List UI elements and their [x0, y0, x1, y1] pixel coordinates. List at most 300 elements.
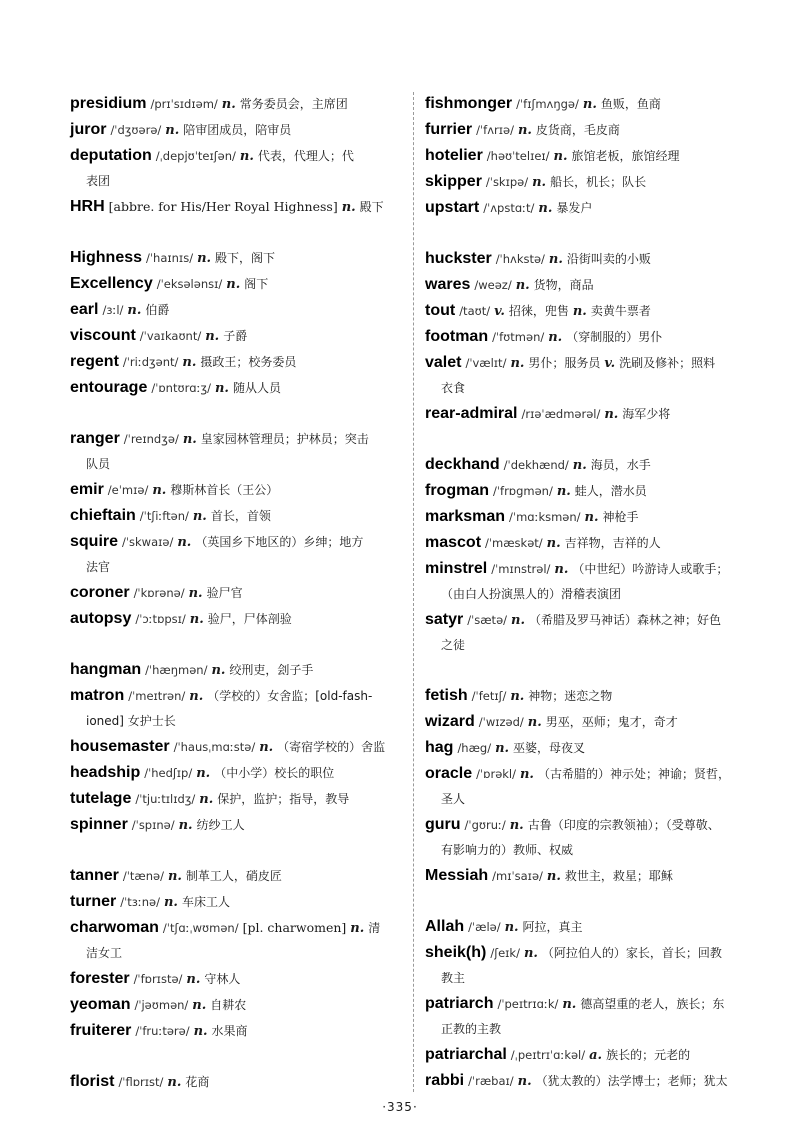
definition-continued: 法官	[86, 560, 111, 574]
headword: fetish	[425, 687, 468, 704]
part-of-speech: n.	[127, 303, 142, 318]
entry-housemaster	[70, 734, 403, 760]
headword: patriarchal	[425, 1046, 507, 1063]
definition: （犹太教的）法学博士；老师；犹太	[535, 1074, 728, 1088]
entry-highness	[70, 245, 403, 271]
definition-continued: 队员	[86, 457, 111, 471]
group-gap	[425, 658, 760, 683]
definition: 神枪手	[602, 510, 639, 524]
entry-excellency	[70, 271, 403, 297]
definition: 男巫，巫师；鬼才，奇才	[545, 715, 678, 729]
part-of-speech: a.	[589, 1048, 603, 1063]
headword: emir	[70, 481, 104, 498]
entry-rabbi	[425, 1068, 760, 1094]
headword: squire	[70, 533, 119, 550]
headword: minstrel	[425, 560, 488, 577]
definition: 招徕，兜售	[508, 304, 569, 318]
headword: Highness	[70, 249, 143, 266]
pronunciation: /ˈælə/	[468, 920, 501, 934]
definition: 德高望重的老人，族长；东	[580, 997, 725, 1011]
entry-presidium	[70, 91, 403, 117]
definition: 吉祥物，吉祥的人	[564, 536, 661, 550]
part-of-speech: n.	[538, 201, 553, 216]
pronunciation: /ˈmɑːksmən/	[509, 510, 581, 524]
entry-ranger	[70, 426, 403, 477]
pronunciation: /ˈtænə/	[122, 869, 164, 883]
entry-entourage	[70, 375, 403, 401]
part-of-speech: n.	[604, 407, 619, 422]
part-of-speech: n.	[548, 252, 563, 267]
definition: 伯爵	[145, 303, 170, 317]
definition: 清	[368, 921, 381, 935]
headword: ranger	[70, 430, 120, 447]
part-of-speech: n.	[546, 869, 561, 884]
definition-continued: 之徒	[441, 638, 466, 652]
headword: juror	[70, 121, 107, 138]
entry-rear-admiral	[425, 401, 760, 427]
part-of-speech: n.	[554, 562, 569, 577]
entry-matron	[70, 683, 403, 734]
definition: 代表，代理人；代	[257, 149, 354, 163]
pronunciation: /ˈskwaɪə/	[122, 535, 174, 549]
part-of-speech: n.	[199, 792, 214, 807]
headword: autopsy	[70, 610, 132, 627]
pronunciation: /ˈriːdʒənt/	[122, 355, 179, 369]
pronunciation: /taʊt/	[459, 304, 491, 318]
part-of-speech: n.	[504, 920, 519, 935]
entry-autopsy	[70, 606, 403, 632]
entry-juror	[70, 117, 403, 143]
headword: yeoman	[70, 996, 131, 1013]
definition-continued: ioned] 女护士长	[86, 714, 176, 728]
entry-forester	[70, 966, 403, 992]
definition: 族长的；元老的	[606, 1048, 691, 1062]
definition: 摄政王；校务委员	[200, 355, 297, 369]
pronunciation: /ʃeɪk/	[490, 946, 520, 960]
headword: hangman	[70, 661, 142, 678]
headword: sheik(h)	[425, 944, 487, 961]
headword: rabbi	[425, 1072, 465, 1089]
entry-squire	[70, 529, 403, 580]
pronunciation: /ˈfɪʃmʌŋgə/	[516, 97, 579, 111]
pronunciation: /ˈspɪnə/	[131, 818, 175, 832]
entry-guru	[425, 812, 760, 863]
entry-regent	[70, 349, 403, 375]
pronunciation: /hæg/	[457, 741, 492, 755]
headword: charwoman	[70, 919, 159, 936]
part-of-speech: n.	[572, 304, 587, 319]
part-of-speech: n.	[193, 1024, 208, 1039]
headword: hag	[425, 739, 454, 756]
headword: marksman	[425, 508, 506, 525]
entry-viscount	[70, 323, 403, 349]
pronunciation: /ˈhausˌmɑːstə/	[173, 740, 256, 754]
entry-huckster	[425, 246, 760, 272]
definition: 阁下	[244, 277, 269, 291]
part-of-speech: n.	[509, 818, 524, 833]
group-gap	[70, 220, 403, 245]
definition: 首长，首领	[210, 509, 271, 523]
entry-mascot	[425, 530, 760, 556]
headword: deckhand	[425, 456, 500, 473]
part-of-speech: n.	[182, 355, 197, 370]
entry-hrh	[70, 194, 403, 220]
headword: mascot	[425, 534, 482, 551]
part-of-speech: n.	[532, 175, 547, 190]
part-of-speech: n.	[182, 432, 197, 447]
headword: tutelage	[70, 790, 132, 807]
definition-continued: 衣食	[441, 381, 466, 395]
definition: （中世纪）吟游诗人或歌手；	[572, 562, 729, 576]
column-divider	[413, 92, 414, 1092]
headword: tanner	[70, 867, 119, 884]
pronunciation: /ˈtʃiːftən/	[139, 509, 189, 523]
part-of-speech: v.	[494, 304, 505, 319]
entry-patriarchal	[425, 1042, 760, 1068]
group-gap	[70, 401, 403, 426]
definition: 货物，商品	[533, 278, 594, 292]
entry-fetish	[425, 683, 760, 709]
definition: 子爵	[223, 329, 248, 343]
headword: matron	[70, 687, 125, 704]
definition: 暴发户	[556, 201, 593, 215]
definition: 花商	[185, 1075, 210, 1089]
definition-continued: 表团	[86, 174, 111, 188]
headword: entourage	[70, 379, 148, 396]
definition: 救世主，救星；耶稣	[564, 869, 673, 883]
definition: 船长，机长；队长	[550, 175, 647, 189]
group-gap	[425, 427, 760, 452]
left-column	[70, 91, 403, 1095]
definition-continued: 洁女工	[86, 946, 123, 960]
entry-hag	[425, 735, 760, 761]
entry-satyr	[425, 607, 760, 658]
headword: spinner	[70, 816, 128, 833]
headword: wizard	[425, 713, 475, 730]
headword: housemaster	[70, 738, 170, 755]
headword: valet	[425, 354, 462, 371]
pronunciation: /ˈvaɪkaʊnt/	[139, 329, 202, 343]
part-of-speech: n.	[546, 536, 561, 551]
headword: earl	[70, 301, 99, 318]
part-of-speech: n.	[510, 689, 525, 704]
pronunciation: /ˈmæskət/	[485, 536, 543, 550]
pronunciation: /ˈdʒʊərə/	[110, 123, 162, 137]
pronunciation: /mɪˈsaɪə/	[492, 869, 543, 883]
entry-emir	[70, 477, 403, 503]
headword: deputation	[70, 147, 152, 164]
pronunciation: /ˈfʌrɪə/	[476, 123, 514, 137]
headword: HRH	[70, 198, 105, 215]
usage-note: [abbre. for His/Her Royal Highness]	[108, 199, 338, 214]
headword: fishmonger	[425, 95, 513, 112]
definition: （寄宿学校的）舍监	[277, 740, 386, 754]
definition: 皮货商，毛皮商	[535, 123, 620, 137]
definition: 保护，监护；指导，教导	[217, 792, 350, 806]
pronunciation: /ˈtɜːnə/	[120, 895, 160, 909]
headword: forester	[70, 970, 130, 987]
pronunciation: /ˈræbaɪ/	[468, 1074, 514, 1088]
definition: 陪审团成员，陪审员	[183, 123, 292, 137]
definition-continued: 正教的主教	[441, 1022, 502, 1036]
part-of-speech: n.	[582, 97, 597, 112]
part-of-speech: n.	[177, 535, 192, 550]
part-of-speech: n.	[196, 766, 211, 781]
pronunciation: /ˈeksələnsɪ/	[156, 277, 223, 291]
entry-hangman	[70, 657, 403, 683]
part-of-speech: n.	[510, 356, 525, 371]
pronunciation: /ˈhaɪnɪs/	[146, 251, 194, 265]
entry-tout	[425, 298, 760, 324]
entry-turner	[70, 889, 403, 915]
entry-oracle	[425, 761, 760, 812]
entry-headship	[70, 760, 403, 786]
part-of-speech: n.	[341, 200, 356, 215]
pronunciation: /ˈmeɪtrən/	[128, 689, 186, 703]
definition: 随从人员	[232, 381, 281, 395]
definition: 沿街叫卖的小贩	[566, 252, 651, 266]
definition: 守林人	[204, 972, 241, 986]
pronunciation: /prɪˈsɪdɪəm/	[150, 97, 218, 111]
pronunciation: /ˈdekhænd/	[503, 458, 569, 472]
part-of-speech: n.	[188, 586, 203, 601]
part-of-speech: n.	[211, 663, 226, 678]
page-number: ·335·	[382, 1100, 418, 1114]
part-of-speech: n.	[548, 330, 563, 345]
headword: tout	[425, 302, 456, 319]
entry-deckhand	[425, 452, 760, 478]
group-gap	[425, 221, 760, 246]
part-of-speech: v.	[604, 356, 616, 371]
headword: footman	[425, 328, 489, 345]
part-of-speech: n.	[553, 149, 568, 164]
pronunciation: /ˈʌpstɑːt/	[483, 201, 535, 215]
pronunciation: /ˈɒrəkl/	[476, 767, 516, 781]
entry-earl	[70, 297, 403, 323]
definition: 海军少将	[622, 407, 671, 421]
entry-coroner	[70, 580, 403, 606]
pronunciation: /ˌpeɪtrɪˈɑːkəl/	[510, 1048, 586, 1062]
part-of-speech: n.	[515, 278, 530, 293]
part-of-speech: n.	[511, 613, 525, 628]
pronunciation: /ˈfʊtmən/	[492, 330, 545, 344]
part-of-speech: n.	[214, 381, 229, 396]
part-of-speech: n.	[584, 510, 599, 525]
pronunciation: /ˈgʊruː/	[464, 818, 506, 832]
definition: 常务委员会，主席团	[239, 97, 348, 111]
group-gap	[70, 838, 403, 863]
definition: （英国乡下地区的）乡绅；地方	[195, 535, 364, 549]
entry-messiah	[425, 863, 760, 889]
definition: 卖黄牛票者	[590, 304, 651, 318]
headword: satyr	[425, 611, 464, 628]
pronunciation: /ˈtjuːtɪlɪdʒ/	[135, 792, 196, 806]
part-of-speech: n.	[517, 1074, 532, 1089]
entry-skipper	[425, 169, 760, 195]
pronunciation: /ˈɔːtɒpsɪ/	[135, 612, 186, 626]
definition: 男仆；服务员	[528, 356, 601, 370]
definition: 鱼贩，鱼商	[600, 97, 661, 111]
pronunciation: /ˈhedʃɪp/	[144, 766, 193, 780]
definition-continued: 有影响力的）教师、权威	[441, 843, 574, 857]
part-of-speech: n.	[167, 869, 182, 884]
definition: 旅馆老板，旅馆经理	[571, 149, 680, 163]
entry-patriarch	[425, 991, 760, 1042]
headword: wares	[425, 276, 471, 293]
headword: hotelier	[425, 147, 483, 164]
headword: Allah	[425, 918, 465, 935]
part-of-speech: n.	[495, 741, 510, 756]
definition: （阿拉伯人的）家长，首长；回教	[541, 946, 722, 960]
definition-continued: （由白人扮演黑人的）滑稽表演团	[441, 587, 622, 601]
headword: fruiterer	[70, 1022, 132, 1039]
definition: （古希腊的）神示处；神谕；贤哲，	[537, 767, 730, 781]
part-of-speech: n.	[556, 484, 571, 499]
right-column	[425, 91, 760, 1094]
definition: 纺纱工人	[196, 818, 245, 832]
definition: 验尸，尸体剖验	[207, 612, 292, 626]
part-of-speech: n.	[189, 612, 204, 627]
definition: （中小学）校长的职位	[214, 766, 335, 780]
entry-furrier	[425, 117, 760, 143]
pronunciation: /ˈwɪzəd/	[478, 715, 524, 729]
entry-sheik-h-	[425, 940, 760, 991]
definition: 制革工人，硝皮匠	[185, 869, 282, 883]
entry-upstart	[425, 195, 760, 221]
pronunciation: /ˌdepjʊˈteɪʃən/	[155, 149, 236, 163]
headword: chieftain	[70, 507, 136, 524]
entry-chieftain	[70, 503, 403, 529]
definition: 神物；迷恋之物	[528, 689, 613, 703]
entry-frogman	[425, 478, 760, 504]
entry-florist	[70, 1069, 403, 1095]
part-of-speech: n.	[221, 97, 236, 112]
definition: 洗刷及修补；照料	[619, 356, 716, 370]
part-of-speech: n.	[350, 921, 365, 936]
part-of-speech: n.	[167, 1075, 182, 1090]
definition-continued: 圣人	[441, 792, 466, 806]
part-of-speech: n.	[259, 740, 274, 755]
definition-continued: 教主	[441, 971, 466, 985]
definition: 绞刑吏，刽子手	[229, 663, 314, 677]
headword: frogman	[425, 482, 489, 499]
definition: 自耕农	[210, 998, 247, 1012]
headword: huckster	[425, 250, 492, 267]
headword: guru	[425, 816, 461, 833]
definition: 穆斯林首长（王公）	[170, 483, 279, 497]
pronunciation: /ˈfruːtərə/	[135, 1024, 190, 1038]
group-gap	[70, 1044, 403, 1069]
pronunciation: /eˈmɪə/	[107, 483, 149, 497]
entry-marksman	[425, 504, 760, 530]
definition: 巫婆，母夜叉	[513, 741, 586, 755]
pronunciation: /ˈsætə/	[467, 613, 508, 627]
pronunciation: /ˈfetɪʃ/	[471, 689, 507, 703]
entry-footman	[425, 324, 760, 350]
headword: coroner	[70, 584, 130, 601]
entry-hotelier	[425, 143, 760, 169]
headword: viscount	[70, 327, 136, 344]
part-of-speech: n.	[165, 123, 180, 138]
headword: Messiah	[425, 867, 489, 884]
pronunciation: /ˈjəʊmən/	[134, 998, 189, 1012]
usage-note: [pl. charwomen]	[242, 920, 347, 935]
part-of-speech: n.	[527, 715, 542, 730]
definition: 阿拉，真主	[522, 920, 583, 934]
part-of-speech: n.	[572, 458, 587, 473]
pronunciation: /ˈvælɪt/	[465, 356, 507, 370]
definition: 海员，水手	[590, 458, 651, 472]
headword: turner	[70, 893, 117, 910]
definition: （穿制服的）男仆	[566, 330, 663, 344]
pronunciation: /ˈfrɒgmən/	[492, 484, 553, 498]
headword: Excellency	[70, 275, 153, 292]
headword: regent	[70, 353, 119, 370]
definition: 殿下	[359, 200, 384, 214]
part-of-speech: n.	[178, 818, 193, 833]
entry-deputation	[70, 143, 403, 194]
entry-fishmonger	[425, 91, 760, 117]
definition: 蛙人，潜水员	[574, 484, 647, 498]
pronunciation: /ˈflɒrɪst/	[118, 1075, 164, 1089]
pronunciation: /weəz/	[474, 278, 512, 292]
pronunciation: /rɪəˈædmərəl/	[521, 407, 601, 421]
part-of-speech: n.	[189, 689, 204, 704]
entry-allah	[425, 914, 760, 940]
definition: 皇家园林管理员；护林员；突击	[200, 432, 369, 446]
headword: presidium	[70, 95, 147, 112]
definition: 殿下，阁下	[215, 251, 276, 265]
part-of-speech: n.	[523, 946, 538, 961]
part-of-speech: n.	[152, 483, 167, 498]
part-of-speech: n.	[192, 998, 207, 1013]
entry-wizard	[425, 709, 760, 735]
part-of-speech: n.	[519, 767, 534, 782]
entry-charwoman	[70, 915, 403, 966]
pronunciation: /ˈreɪndʒə/	[123, 432, 179, 446]
headword: patriarch	[425, 995, 494, 1012]
group-gap	[70, 632, 403, 657]
part-of-speech: n.	[226, 277, 241, 292]
entry-yeoman	[70, 992, 403, 1018]
part-of-speech: n.	[186, 972, 201, 987]
part-of-speech: n.	[517, 123, 532, 138]
pronunciation: /ˈskɪpə/	[485, 175, 529, 189]
entry-fruiterer	[70, 1018, 403, 1044]
pronunciation: /ˈhʌkstə/	[495, 252, 545, 266]
pronunciation: /ˈɒntʊrɑːʒ/	[151, 381, 211, 395]
definition: （学校的）女舍监；[old-fash-	[207, 689, 373, 703]
entry-tutelage	[70, 786, 403, 812]
definition: 古鲁（印度的宗教领袖）；（受尊敬、	[527, 818, 720, 832]
pronunciation: /ˈfɒrɪstə/	[133, 972, 183, 986]
part-of-speech: n.	[562, 997, 577, 1012]
definition: （希腊及罗马神话）森林之神；好色	[528, 613, 721, 627]
pronunciation: /ˈhæŋmən/	[145, 663, 208, 677]
headword: headship	[70, 764, 141, 781]
group-gap	[425, 889, 760, 914]
part-of-speech: n.	[192, 509, 207, 524]
headword: skipper	[425, 173, 482, 190]
entry-valet	[425, 350, 760, 401]
headword: florist	[70, 1073, 115, 1090]
headword: oracle	[425, 765, 473, 782]
part-of-speech: n.	[197, 251, 212, 266]
pronunciation: /ˈtʃɑːˌwʊmən/	[162, 921, 239, 935]
definition: 验尸官	[206, 586, 243, 600]
part-of-speech: n.	[163, 895, 178, 910]
definition: 车床工人	[181, 895, 230, 909]
